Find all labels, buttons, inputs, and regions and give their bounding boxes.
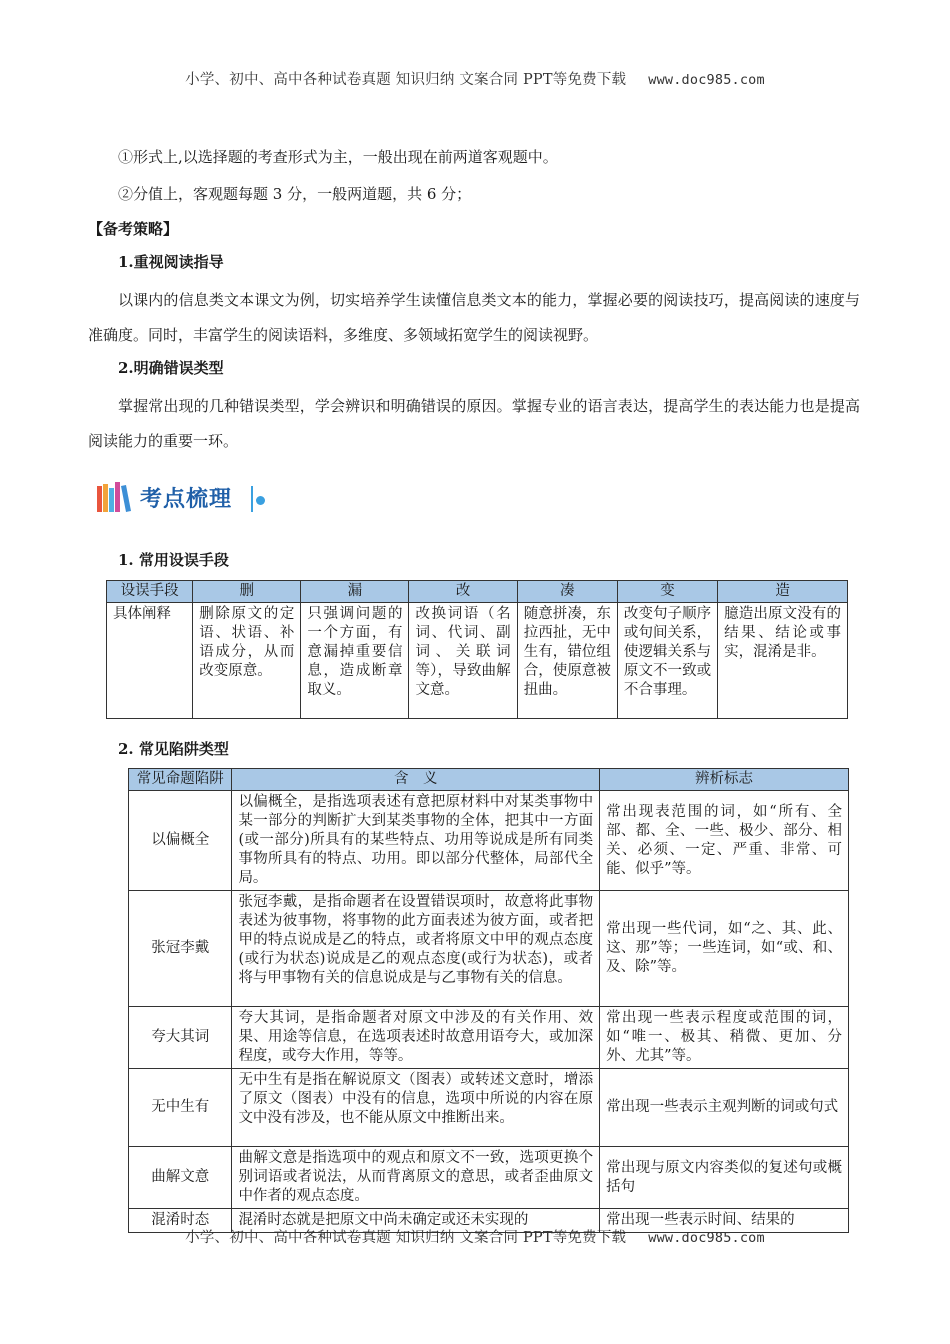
header-cell: 变 (617, 581, 717, 603)
trap-meaning: 混淆时态就是把原文中尚未确定或还未实现的 (232, 1209, 600, 1233)
page-footer (0, 1226, 950, 1247)
footer-text: 小学、初中、高中各种试卷真题 知识归纳 文案合同 PPT等免费下载 (185, 1230, 627, 1246)
header-cell: 造 (718, 581, 848, 603)
header-text: 小学、初中、高中各种试卷真题 知识归纳 文案合同 PPT等免费下载 (185, 72, 627, 88)
trap-meaning: 张冠李戴，是指命题者在设置错误项时，故意将此事物表述为彼事物，将事物的此方面表述为彼方面，或者把甲的特点说成是乙的特点，或者将原文中甲的观点态度(或行为状态)说成是乙的观点态度(或行为状态)，或者将与甲事物有关的信息说成是与乙事物有关的信息。 (232, 891, 600, 1007)
trap-meaning: 以偏概全，是指选项表述有意把原材料中对某类事物中某一部分的判断扩大到某类事物的全体，把其中一方面(或一部分)所具有的某些特点、功用等说成是所有同类事物所具有的特点、功用。即以部分代整体，局部代全局。 (232, 791, 600, 891)
row-label: 具体阐释 (107, 603, 193, 719)
trap-sign: 常出现一些表示主观判断的词或句式 (600, 1069, 849, 1147)
table-row (129, 1007, 849, 1069)
trap-name: 无中生有 (129, 1069, 232, 1147)
section2-title: 2. 常见陷阱类型 (118, 740, 229, 758)
trap-sign: 常出现一些表示程度或范围的词，如“唯一、极其、稍微、更加、分外、尤其”等。 (600, 1007, 849, 1069)
table-header-row (107, 581, 848, 603)
table-cell: 改变句子顺序或句间关系，使逻辑关系与原文不一致或不合事理。 (617, 603, 717, 719)
trap-sign: 常出现一些代词，如“之、其、此、这、那”等；一些连词，如“或、和、及、除”等。 (600, 891, 849, 1007)
trap-name: 夸大其词 (129, 1007, 232, 1069)
trap-sign: 常出现一些表示时间、结果的 (600, 1209, 849, 1233)
table-cell: 随意拼凑，东拉西扯，无中生有，错位组合，使原意被扭曲。 (517, 603, 617, 719)
logo-title: 考点梳理 (140, 487, 233, 512)
header-cell: 含 义 (232, 769, 600, 791)
trap-name: 张冠李戴 (129, 891, 232, 1007)
trap-meaning: 曲解文意是指选项中的观点和原文不一致，选项更换个别词语或者说法，从而背离原文的意思，或者歪曲原文中作者的观点态度。 (232, 1147, 600, 1209)
intro-line-2: ②分值上，客观题每题 3 分，一般两道题，共 6 分； (118, 185, 472, 203)
strategy-2-title: 2.明确错误类型 (118, 359, 224, 377)
trap-meaning: 夸大其词，是指命题者对原文中涉及的有关作用、效果、用途等信息，在选项表述时故意用语夸大，或加深程度，或夸大作用，等等。 (232, 1007, 600, 1069)
header-cell: 漏 (301, 581, 409, 603)
intro-line-1: ①形式上,以选择题的考查形式为主，一般出现在前两道客观题中。 (118, 148, 558, 166)
trap-name: 曲解文意 (129, 1147, 232, 1209)
books-icon (96, 480, 132, 514)
table-cell: 只强调问题的一个方面，有意漏掉重要信息，造成断章取义。 (301, 603, 409, 719)
table-cell: 改换词语（名词、代词、副词、关联词等），导致曲解文意。 (409, 603, 517, 719)
section1-title: 1. 常用设误手段 (118, 551, 229, 569)
trap-meaning: 无中生有是指在解说原文（图表）或转述文意时，增添了原文（图表）中没有的信息，选项中所说的内容在原文中没有涉及，也不能从原文中推断出来。 (232, 1069, 600, 1147)
header-url[interactable]: www.doc985.com (648, 72, 765, 88)
table-row (129, 1147, 849, 1209)
header-cell: 设误手段 (107, 581, 193, 603)
logo-cursor (251, 486, 253, 512)
error-methods-table (106, 580, 848, 719)
trap-name: 以偏概全 (129, 791, 232, 891)
trap-name: 混淆时态 (129, 1209, 232, 1233)
table-header-row (129, 769, 849, 791)
table-row (129, 791, 849, 891)
table-cell: 删除原文的定语、状语、补语成分，从而改变原意。 (193, 603, 301, 719)
table-row (129, 1069, 849, 1147)
header-cell: 凑 (517, 581, 617, 603)
header-cell: 改 (409, 581, 517, 603)
strategy-1-title: 1.重视阅读指导 (118, 253, 224, 271)
strategy-2-text: 掌握常出现的几种错误类型，学会辨识和明确错误的原因。掌握专业的语言表达，提高学生的表达能力也是提高阅读能力的重要一环。 (88, 397, 860, 450)
footer-url[interactable]: www.doc985.com (648, 1230, 765, 1246)
header-cell: 常见命题陷阱 (129, 769, 232, 791)
table-row (107, 603, 848, 719)
trap-sign: 常出现与原文内容类似的复述句或概括句 (600, 1147, 849, 1209)
trap-types-table (128, 768, 849, 1233)
strategy-heading: 【备考策略】 (88, 220, 179, 238)
logo-dot (256, 496, 265, 505)
table-cell: 臆造出原文没有的结果、结论或事实，混淆是非。 (718, 603, 848, 719)
page-header (0, 68, 950, 89)
header-cell: 删 (193, 581, 301, 603)
strategy-1-text: 以课内的信息类文本课文为例，切实培养学生读懂信息类文本的能力，掌握必要的阅读技巧，提高阅读的速度与准确度。同时，丰富学生的阅读语料，多维度、多领域拓宽学生的阅读视野。 (88, 291, 860, 344)
trap-sign: 常出现表范围的词，如“所有、全部、都、全、一些、极少、部分、相关、必须、一定、严重、非常、可能、似乎”等。 (600, 791, 849, 891)
section-logo (96, 476, 276, 520)
header-cell: 辨析标志 (600, 769, 849, 791)
table-row (129, 891, 849, 1007)
